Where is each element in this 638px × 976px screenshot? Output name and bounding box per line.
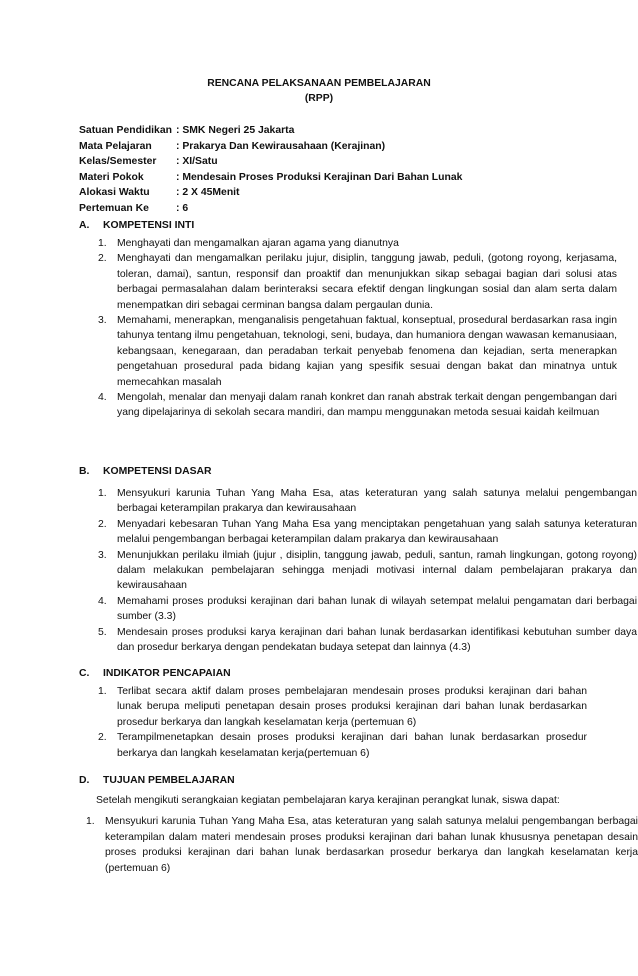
identity-row <box>79 203 599 219</box>
section-list <box>98 684 587 761</box>
list-item <box>98 625 637 656</box>
list-number: 4. <box>98 392 107 404</box>
list-item <box>98 486 637 517</box>
section-letter: C. <box>79 668 90 679</box>
document-title: RENCANA PELAKSANAAN PEMBELAJARAN <box>207 78 431 89</box>
list-number: 1. <box>98 238 107 249</box>
section-title: KOMPETENSI DASAR <box>103 466 212 477</box>
section-heading <box>79 466 569 482</box>
list-item <box>86 814 638 876</box>
list-number: 1. <box>98 686 107 697</box>
list-text: Memahami, menerapkan, menganalisis pengetahuan faktual, konseptual, prosedural berdasarkan rasa ingin tahunya tentang ilmu pengetahuan, teknologi, seni, budaya, dan humaniora dengan wawasan kemanusiaan, kebangsaan, kenegaraan, dan peradaban terkait penyebab fenomena dan kejadian, serta menerapkan pengetahuan prosedural pada bidang kajian yang spesifik sesuai dengan bakat dan minatnya untuk memecahkan masalah <box>117 315 617 388</box>
list-number: 3. <box>98 315 107 327</box>
list-number: 2. <box>98 253 107 265</box>
list-number: 1. <box>86 816 95 828</box>
identity-row <box>79 156 599 172</box>
list-item <box>98 236 617 251</box>
list-item <box>98 594 637 625</box>
section-list <box>98 236 617 421</box>
list-text: Menghayati dan mengamalkan ajaran agama yang dianutnya <box>117 238 399 249</box>
identity-label: Pertemuan Ke <box>79 202 149 214</box>
section-letter: B. <box>79 466 90 477</box>
identity-value: : SMK Negeri 25 Jakarta <box>176 125 295 136</box>
identity-block <box>79 125 599 218</box>
identity-label: Mata Pelajaran <box>79 140 152 152</box>
section-kompetensi-dasar <box>79 466 637 655</box>
list-text: Menunjukkan perilaku ilmiah (jujur , disiplin, tanggung jawab, peduli, santun, ramah lingkungan, gotong royong) dalam melakukan pembelajaran sehingga menjadi motivasi internal dalam pembelajaran prakarya dan kewirausahaan <box>117 549 637 592</box>
section-list <box>86 814 638 876</box>
identity-row <box>79 141 599 157</box>
list-text: Menyadari kebesaran Tuhan Yang Maha Esa yang menciptakan pengetahuan yang salah satunya keteraturan melalui pengembangan berbagai keterampilan dalam prakarya dan kewirausahaan <box>117 518 637 546</box>
identity-value: : 6 <box>176 202 189 214</box>
list-number: 1. <box>98 488 107 499</box>
identity-label: Kelas/Semester <box>79 156 157 167</box>
list-text: Mensyukuri karunia Tuhan Yang Maha Esa, atas keteraturan yang salah satunya melalui pengembangan berbagai keterampilan dalam materi mendesain proses produksi kerajinan dari bahan lunak khususnya penetapan desain proses produksi kerajinan dari bahan lunak berdasarkan prosedur berkarya dan langkah keselamatan kerja (pertemuan 6) <box>105 816 638 874</box>
list-number: 2. <box>98 518 107 530</box>
section-title: KOMPETENSI INTI <box>103 220 195 231</box>
section-heading <box>79 668 569 684</box>
section-heading <box>79 220 569 236</box>
section-intro: Setelah mengikuti serangkaian kegiatan pembelajaran karya kerajinan perangkat lunak, siswa dapat: <box>96 795 560 806</box>
section-tujuan-pembelajaran <box>79 775 638 876</box>
section-kompetensi-inti <box>79 220 617 421</box>
identity-row <box>79 125 599 141</box>
list-number: 4. <box>98 595 107 607</box>
list-text: Memahami proses produksi kerajinan dari bahan lunak di wilayah setempat melalui pengamatan dari berbagai sumber (3.3) <box>117 595 637 623</box>
list-number: 2. <box>98 732 107 744</box>
section-heading <box>79 775 569 791</box>
identity-value: : Mendesain Proses Produksi Kerajinan Dari Bahan Lunak <box>176 171 463 183</box>
list-text: Terampilmenetapkan desain proses produksi kerajinan dari bahan lunak berdasarkan prosedur berkarya dan langkah keselamatan kerja(pertemuan 6) <box>117 732 587 759</box>
list-number: 3. <box>98 549 107 561</box>
list-text: Mensyukuri karunia Tuhan Yang Maha Esa, atas keteraturan yang salah satunya melalui pengembangan berbagai keterampilan prakarya dan kewirausahaan <box>117 488 637 515</box>
section-letter: A. <box>79 220 90 231</box>
list-item <box>98 548 637 594</box>
section-title: INDIKATOR PENCAPAIAN <box>103 668 231 679</box>
list-item <box>98 390 617 421</box>
section-letter: D. <box>79 775 90 786</box>
list-number: 5. <box>98 626 107 638</box>
identity-row <box>79 172 599 188</box>
section-list <box>98 486 637 655</box>
list-text: Menghayati dan mengamalkan perilaku jujur, disiplin, tanggung jawab, peduli, (gotong royong, kerjasama, toleran, damai), santun, responsif dan proaktif dan menunjukkan sikap sebagai bagian dari solusi atas berbagai permasalahan dalam berinteraksi secara efektif dengan lingkungan sosial dan alam serta dalam menempatkan diri sebagai cerminan bangsa dalam pergaulan dunia. <box>117 253 617 311</box>
identity-label: Materi Pokok <box>79 171 144 183</box>
list-text: Mengolah, menalar dan menyaji dalam ranah konkret dan ranah abstrak terkait dengan pengembangan dari yang dipelajarinya di sekolah secara mandiri, dan mampu menggunakan metoda sesuai kaidah keilmuan <box>117 392 617 419</box>
identity-value: : 2 X 45Menit <box>176 187 240 198</box>
list-text: Mendesain proses produksi karya kerajinan dari bahan lunak berdasarkan identifikasi kebutuhan sumber daya dan prosedur berkarya dengan pendekatan budaya setepat dan lainnya (4.3) <box>117 626 637 654</box>
document-subtitle: (RPP) <box>304 93 334 104</box>
section-indikator-pencapaian <box>79 668 587 761</box>
list-item <box>98 517 637 548</box>
list-item <box>98 730 587 761</box>
identity-value: : XI/Satu <box>176 156 218 167</box>
identity-label: Satuan Pendidikan <box>79 125 172 136</box>
identity-label: Alokasi Waktu <box>79 187 150 198</box>
list-item <box>98 251 617 313</box>
identity-value: : Prakarya Dan Kewirausahaan (Kerajinan) <box>176 140 386 152</box>
section-title: TUJUAN PEMBELAJARAN <box>103 775 235 786</box>
identity-row <box>79 187 599 203</box>
list-text: Terlibat secara aktif dalam proses pembelajaran mendesain proses produksi kerajinan dari bahan lunak berupa meliputi penetapan desain proses produksi kerajinan dari bahan lunak berdasarkan prosedur berkarya dan langkah keselamatan kerja (pertemuan 6) <box>117 686 587 728</box>
list-item <box>98 684 587 730</box>
list-item <box>98 313 617 390</box>
